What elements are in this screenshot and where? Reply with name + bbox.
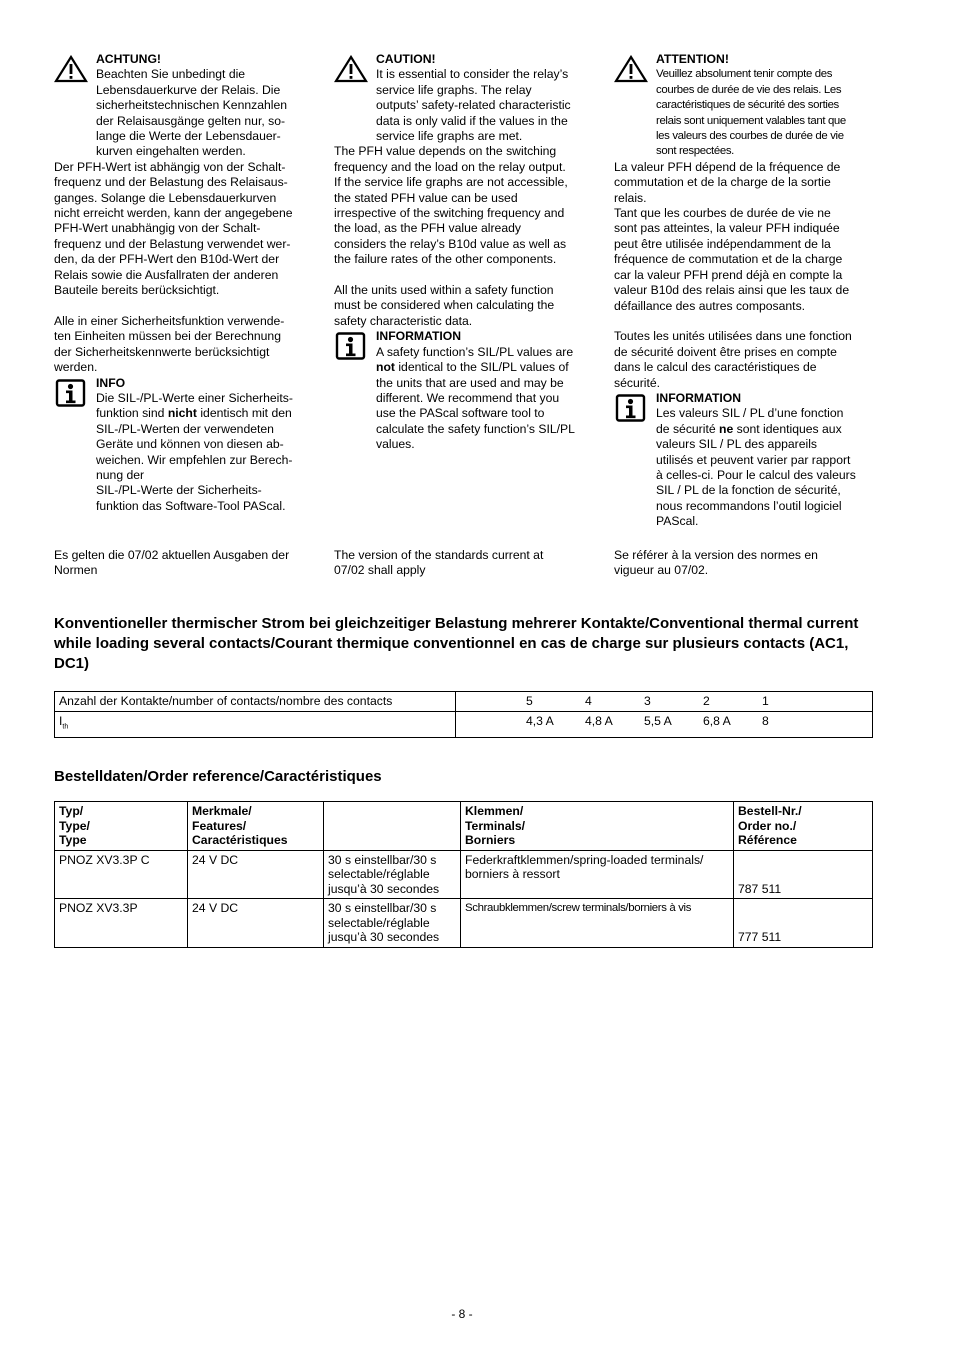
thermal-current-heading: Konventioneller thermischer Strom bei gleichzeitiger Belastung mehrerer Kontakte/Conventional thermal current while loading several contacts/Courant thermique conventionnel en cas de charge sur plusieurs contacts (AC1, DC1)	[54, 615, 859, 672]
cell-feature: 24 V DC	[188, 850, 324, 899]
standards-note-fr: Se référer à la version des normes en vigueur au 07/02.	[614, 548, 818, 578]
thermal-current-table	[54, 691, 873, 738]
info-title: INFORMATION	[656, 390, 742, 405]
caution-note	[614, 52, 872, 160]
warning-triangle-icon	[614, 55, 648, 83]
ith-label: $I_{th}$	[55, 712, 456, 738]
cell-type: PNOZ XV3.3P	[55, 899, 188, 948]
header-blank	[324, 802, 461, 851]
header-features: Merkmale/ Features/ Caractéristiques	[188, 802, 324, 851]
info-title: INFO	[96, 375, 126, 390]
cell-terminals: Federkraftklemmen/spring-loaded terminals/ borniers à ressort	[461, 850, 734, 899]
column-german	[54, 52, 312, 514]
caution-note	[334, 52, 592, 144]
order-table	[54, 801, 873, 948]
column-english	[334, 52, 592, 453]
pfh-paragraph: The PFH value depends on the switching frequency and the load on the relay output. If the service life graphs are not accessible, the stated PFH value can be used irrespective of the switching frequency and the load, as the PFH value already considers the relay’s B10d value as well as the failure rates of the other components.	[334, 144, 568, 267]
column-french	[614, 52, 872, 530]
caution-title: CAUTION!	[376, 52, 436, 66]
caution-title: ACHTUNG!	[96, 52, 161, 66]
contacts-values: 5 4 3 2 1	[456, 692, 873, 712]
header-order-no: Bestell-Nr./ Order no./ Référence	[734, 802, 873, 851]
standards-note-de: Es gelten die 07/02 aktuellen Ausgaben der Normen	[54, 548, 290, 578]
units-paragraph: All the units used within a safety function must be considered when calculating the safety characteristic data.	[334, 283, 555, 328]
table-row	[55, 692, 873, 712]
table-row	[55, 712, 873, 738]
cell-type: PNOZ XV3.3P C	[55, 850, 188, 899]
caution-text: Beachten Sie unbedingt die Lebensdauerkurve der Relais. Die sicherheitstechnischen Kennzahlen der Relaisausgänge gelten nur, so- lange die Werte der Lebensdauer- kurven eingehalten werden.	[96, 67, 288, 159]
info-text: Les valeurs SIL / PL d’une fonction de sécurité ne sont identiques aux valeurs SIL / PL des appareils utilisés et peuvent varier par rapport à celles-ci. Pour le calcul des valeurs SIL / PL de la fonction de sécurité, nous recommandons l’outil logiciel PAScal.	[656, 406, 856, 529]
header-terminals: Klemmen/ Terminals/ Borniers	[461, 802, 734, 851]
info-icon	[334, 332, 368, 360]
info-note	[614, 391, 872, 530]
units-paragraph: Toutes les unités utilisées dans une fonction de sécurité doivent être prises en compte dans le calcul des caractéristiques de sécurité.	[614, 329, 852, 390]
caution-note	[54, 52, 312, 160]
caution-text: It is essential to consider the relay’s service life graphs. The relay outputs’ safety-related characteristic data is only valid if the values in the service life graphs are met.	[376, 67, 571, 144]
info-text: A safety function’s SIL/PL values are not identical to the SIL/PL values of the units that are used and may be different. We recommend that you use the PAScal software tool to calculate the safety function’s SIL/PL values.	[376, 344, 575, 452]
table-row	[55, 850, 873, 899]
cell-terminals: Schraubklemmen/screw terminals/borniers à vis	[461, 899, 734, 948]
cell-delay: 30 s einstellbar/30 s selectable/réglable jusqu’à 30 secondes	[324, 850, 461, 899]
pfh-paragraph: La valeur PFH dépend de la fréquence de commutation et de la charge de la sortie relais. Tant que les courbes de durée de vie ne sont pas atteintes, la valeur PFH indiquée peut être utilisée indépendamment de la fréquence de commutation et de la charge car la valeur PFH prend déjà en compte la valeur B10d des relais ainsi que les taux de défaillance des autres composants.	[614, 159, 850, 313]
info-icon	[614, 394, 648, 422]
cell-delay: 30 s einstellbar/30 s selectable/réglable jusqu’à 30 secondes	[324, 899, 461, 948]
cell-feature: 24 V DC	[188, 899, 324, 948]
order-heading: Bestelldaten/Order reference/Caractéristiques	[54, 768, 382, 785]
header-type: Typ/ Type/ Type	[55, 802, 188, 851]
info-icon	[54, 379, 88, 407]
table-header-row	[55, 802, 873, 851]
table-row	[55, 899, 873, 948]
cell-order-no: 787 511	[734, 850, 873, 899]
units-paragraph: Alle in einer Sicherheitsfunktion verwende- ten Einheiten müssen bei der Berechnung der Sicherheitskennwerte berücksichtigt werden.	[54, 313, 285, 375]
caution-text: Veuillez absolument tenir compte des courbes de durée de vie des relais. Les caractéristiques de sécurité des sorties relais sont uniquement valables tant que les valeurs des courbes de durée de vie sont respectées.	[656, 68, 846, 158]
info-title: INFORMATION	[376, 329, 462, 344]
info-note	[54, 376, 312, 515]
ith-values: 4,3 A 4,8 A 5,5 A 6,8 A 8	[456, 712, 873, 738]
warning-triangle-icon	[334, 55, 368, 83]
info-note	[334, 329, 592, 452]
page-number: - 8 -	[451, 1307, 473, 1321]
contacts-label: Anzahl der Kontakte/number of contacts/nombre des contacts	[55, 692, 456, 712]
caution-title: ATTENTION!	[656, 52, 729, 66]
pfh-paragraph: Der PFH-Wert ist abhängig von der Schalt- frequenz und der Belastung des Relaisaus- ganges. Solange die Lebensdauerkurven nicht erreicht werden, kann der angegebene PFH-Wert unabhängig von der Schalt- frequenz und der Belastung verwendet wer- den, da der PFH-Wert den B10d-Wert der Relais sowie die Ausfallraten der anderen Bauteile bereits berücksichtigt.	[54, 159, 293, 298]
warning-triangle-icon	[54, 55, 88, 83]
cell-order-no: 777 511	[734, 899, 873, 948]
info-text: Die SIL-/PL-Werte einer Sicherheits- funktion sind nicht identisch mit den SIL-/PL-Werten der verwendeten Geräte und können von diesen ab- weichen. Wir empfehlen zur Berech- nung der SIL-/PL-Werte der Sicherheits- funktion das Software-Tool PAScal.	[96, 390, 293, 513]
standards-note-en: The version of the standards current at 07/02 shall apply	[334, 548, 544, 578]
